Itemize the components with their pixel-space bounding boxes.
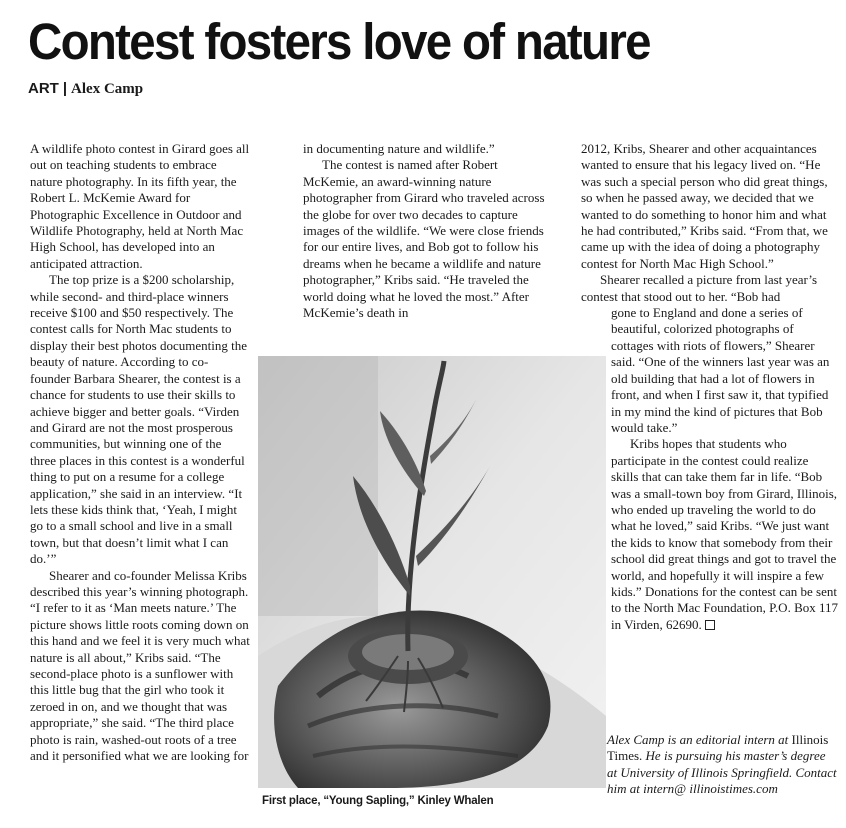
article-column-1 — [30, 141, 252, 764]
paragraph-text: Kribs hopes that students who participate in the contest could realize skills that can take them far in life. “Bob was a small-town boy from Girard, Illinois, who ended up traveling the world to do what he loved,” said Kribs. “We just want the kids to know that somebody from their school did great things and got to travel the world, and hopefully it will inspire a few kids.” Donations for the contest can be sent to the North Mac Foundation, P.O. Box 117 in Virden, 62690. — [611, 436, 839, 632]
end-mark-icon — [705, 620, 715, 630]
sapling-in-hand-image — [258, 356, 606, 788]
paragraph: 2012, Kribs, Shearer and other acquaintances wanted to ensure that his legacy lived on. “He was such a special person who did great things, so when he passed away, we decided that we wanted to do something to honor him and what he had contributed,” Kribs said. “From that, we came up with the idea of doing a photography contest for North Mac High School.” — [581, 141, 828, 271]
paragraph: in documenting nature and wildlife.” — [303, 141, 495, 156]
headline: Contest fosters love of nature — [28, 13, 650, 70]
paragraph: gone to England and done a series of beautiful, colorized photographs of cottages with riots of flowers,” Shearer said. “One of the winners last year was an old building that had a lot of flowers in front, and when I first saw it, that typified in my mind the kind of pictures that Bob would take.” — [611, 305, 830, 435]
author-note-text: He is pursuing his master’s degree at University of Illinois Springfield. Contact him at intern@ illinoistimes.com — [607, 748, 837, 797]
paragraph-lead: Shearer recalled a picture from last year’s contest that stood out to her. “Bob had — [581, 272, 818, 304]
paragraph: Shearer and co-founder Melissa Kribs described this year’s winning photograph. “I refer to it as ‘Man meets nature.’ The picture shows little roots coming down on this hand and we feel it is very much what nature is all about,” Kribs said. “The second-place photo is a sunflower with this little bug that the girl who took it zeroed in on, and we thought that was appropriate,” she said. “The third place photo is rain, washed-out roots of a tree and it personified what we are looking for — [30, 567, 250, 764]
paragraph: The top prize is a $200 scholarship, while second- and third-place winners receive $100 and $50 respectively. The contest calls for North Mac students to display their best photos documenting the beauty of nature. According to co-founder Barbara Shearer, the contest is a chance for students to use their skills to achieve bigger and better goals. “Virden and Girard are not the most prosperous communities, but winning one of the three places in this contest is a wonderful thing to put on a resume for a college application,” she said in an interview. “It lets these kids think that, ‘Yeah, I might go to a small school and live in a small town, but that doesn’t limit what I can do.’” — [30, 272, 247, 567]
article-column-2 — [303, 141, 553, 321]
wrapped-text-block — [581, 305, 839, 633]
photo-caption: First place, “Young Sapling,” Kinley Whalen — [262, 795, 494, 807]
byline-author: Alex Camp — [71, 81, 144, 97]
section-label: ART — [28, 80, 59, 97]
byline-separator: | — [62, 80, 68, 97]
paragraph — [611, 436, 839, 633]
article-column-3 — [581, 141, 839, 633]
author-note — [607, 732, 837, 798]
paragraph: A wildlife photo contest in Girard goes all out on teaching students to embrace nature photography. In its fifth year, the Robert L. McKemie Award for Photographic Excellence in Outdoor and Wildlife Photography, held at North Mac High School, has developed into an anticipated attraction. — [30, 141, 250, 271]
paragraph — [581, 272, 839, 305]
byline — [28, 80, 143, 98]
article-photo — [258, 356, 606, 788]
author-note-text: Alex Camp is an editorial intern at — [607, 732, 789, 747]
paragraph: The contest is named after Robert McKemie, an award-winning nature photographer from Girard who traveled across the globe for over two decades to capture images of the wildlife. “We were close friends for our entire lives, and Bob got to follow his dreams when he became a wildlife and nature photographer,” Kribs said. “He traveled the world doing what he loved the most.” After McKemie’s death in — [303, 157, 545, 321]
publication-name: Illinois Times. — [607, 732, 829, 764]
